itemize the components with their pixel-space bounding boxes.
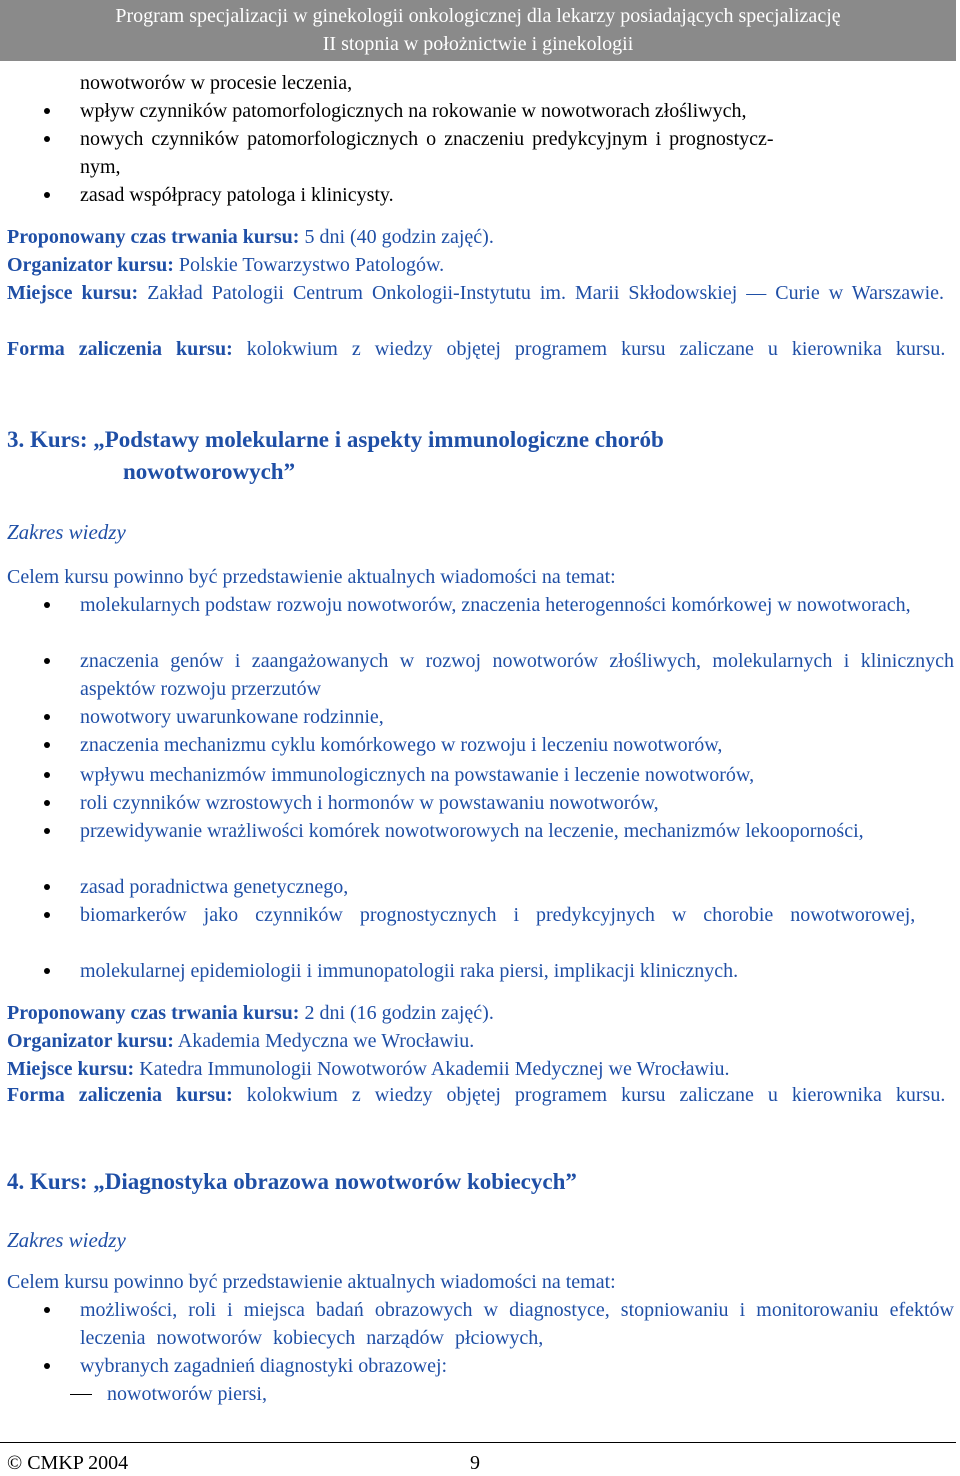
bullet-icon: [44, 1363, 50, 1369]
list-item-continuation: nym,: [80, 156, 121, 178]
list-item-continuation: nowotworów w procesie leczenia,: [80, 72, 353, 94]
header-line-1: Program specjalizacji w ginekologii onkologicznej dla lekarzy posiadających specjalizację: [115, 5, 841, 27]
course-place: Miejsce kursu: Katedra Immunologii Nowotworów Akademii Medycznej we Wrocławiu.: [7, 1058, 730, 1080]
course-organizer: Organizator kursu: Polskie Towarzystwo Patologów.: [7, 254, 445, 276]
bullet-icon: [44, 912, 50, 918]
list-item: nowotwory uwarunkowane rodzinnie,: [80, 703, 954, 731]
course-aim: Celem kursu powinno być przedstawienie aktualnych wiadomości na temat:: [7, 1271, 616, 1293]
course-3-title-line-2: nowotworowych”: [123, 459, 296, 484]
list-item: biomarkerów jako czynników prognostycznych i predykcyjnych w chorobie nowotworowej,: [80, 901, 954, 929]
course-place: Miejsce kursu: Zakład Patologii Centrum Onkologii-Instytutu im. Marii Skłodowskiej — Curie w Warszawie.: [7, 282, 945, 304]
footer-copyright: © CMKP 2004: [7, 1452, 129, 1474]
bullet-icon: [44, 772, 50, 778]
course-duration: Proponowany czas trwania kursu: 5 dni (40 godzin zajęć).: [7, 226, 494, 248]
course-organizer: Organizator kursu: Akademia Medyczna we Wrocławiu.: [7, 1030, 475, 1052]
bullet-icon: [44, 800, 50, 806]
bullet-icon: [44, 1307, 50, 1313]
list-item: możliwości, roli i miejsca badań obrazowych w diagnostyce, stopniowaniu i monitorowaniu efektów leczenia nowotworów kobiecych narządów płciowych,: [80, 1296, 954, 1352]
list-item: zasad współpracy patologa i klinicysty.: [80, 181, 954, 209]
list-item: wybranych zagadnień diagnostyki obrazowej:: [80, 1352, 954, 1380]
page-header: [0, 0, 956, 61]
course-aim: Celem kursu powinno być przedstawienie aktualnych wiadomości na temat:: [7, 566, 616, 588]
page-number: 9: [470, 1452, 480, 1474]
list-item: przewidywanie wrażliwości komórek nowotworowych na leczenie, mechanizmów lekooporności,: [80, 817, 954, 845]
bullet-icon: [44, 192, 50, 198]
scope-heading: Zakres wiedzy: [7, 520, 126, 544]
list-item: molekularnych podstaw rozwoju nowotworów, znaczenia heterogenności komórkowej w nowotworach,: [80, 591, 954, 619]
course-duration: Proponowany czas trwania kursu: 2 dni (16 godzin zajęć).: [7, 1002, 494, 1024]
bullet-icon: [44, 108, 50, 114]
list-item: wpływu mechanizmów immunologicznych na powstawanie i leczenie nowotworów,: [80, 761, 954, 789]
bullet-icon: [44, 136, 50, 142]
dash-list-item: nowotworów piersi,: [107, 1380, 954, 1408]
bullet-icon: [44, 742, 50, 748]
course-assessment: Forma zaliczenia kursu: kolokwium z wiedzy objętej programem kursu zaliczane u kierownika kursu.: [7, 1084, 946, 1106]
bullet-icon: [44, 714, 50, 720]
list-item: molekularnej epidemiologii i immunopatologii raka piersi, implikacji klinicznych.: [80, 957, 954, 985]
bullet-icon: [44, 828, 50, 834]
course-assessment: Forma zaliczenia kursu: kolokwium z wiedzy objętej programem kursu zaliczane u kierownika kursu.: [7, 338, 946, 360]
list-item: roli czynników wzrostowych i hormonów w powstawaniu nowotworów,: [80, 789, 954, 817]
course-3-title-line-1: 3. Kurs: „Podstawy molekularne i aspekty immunologiczne chorób: [7, 427, 664, 452]
course-4-title: 4. Kurs: „Diagnostyka obrazowa nowotworów kobiecych”: [7, 1169, 577, 1194]
bullet-icon: [44, 602, 50, 608]
header-line-2: II stopnia w położnictwie i ginekologii: [322, 33, 634, 55]
dash-icon: [70, 1394, 92, 1395]
list-item: znaczenia mechanizmu cyklu komórkowego w rozwoju i leczeniu nowotworów,: [80, 731, 954, 759]
scope-heading: Zakres wiedzy: [7, 1228, 126, 1252]
footer-divider: [0, 1442, 956, 1443]
list-item: znaczenia genów i zaangażowanych w rozwoj nowotworów złośliwych, molekularnych i klinicznych aspektów rozwoju przerzutów: [80, 647, 954, 703]
bullet-icon: [44, 968, 50, 974]
bullet-icon: [44, 658, 50, 664]
bullet-icon: [44, 884, 50, 890]
list-item: wpływ czynników patomorfologicznych na rokowanie w nowotworach złośliwych,: [80, 97, 954, 125]
list-item: nowych czynników patomorfologicznych o znaczeniu predykcyjnym i prognostycz-: [80, 125, 954, 153]
list-item: zasad poradnictwa genetycznego,: [80, 873, 954, 901]
